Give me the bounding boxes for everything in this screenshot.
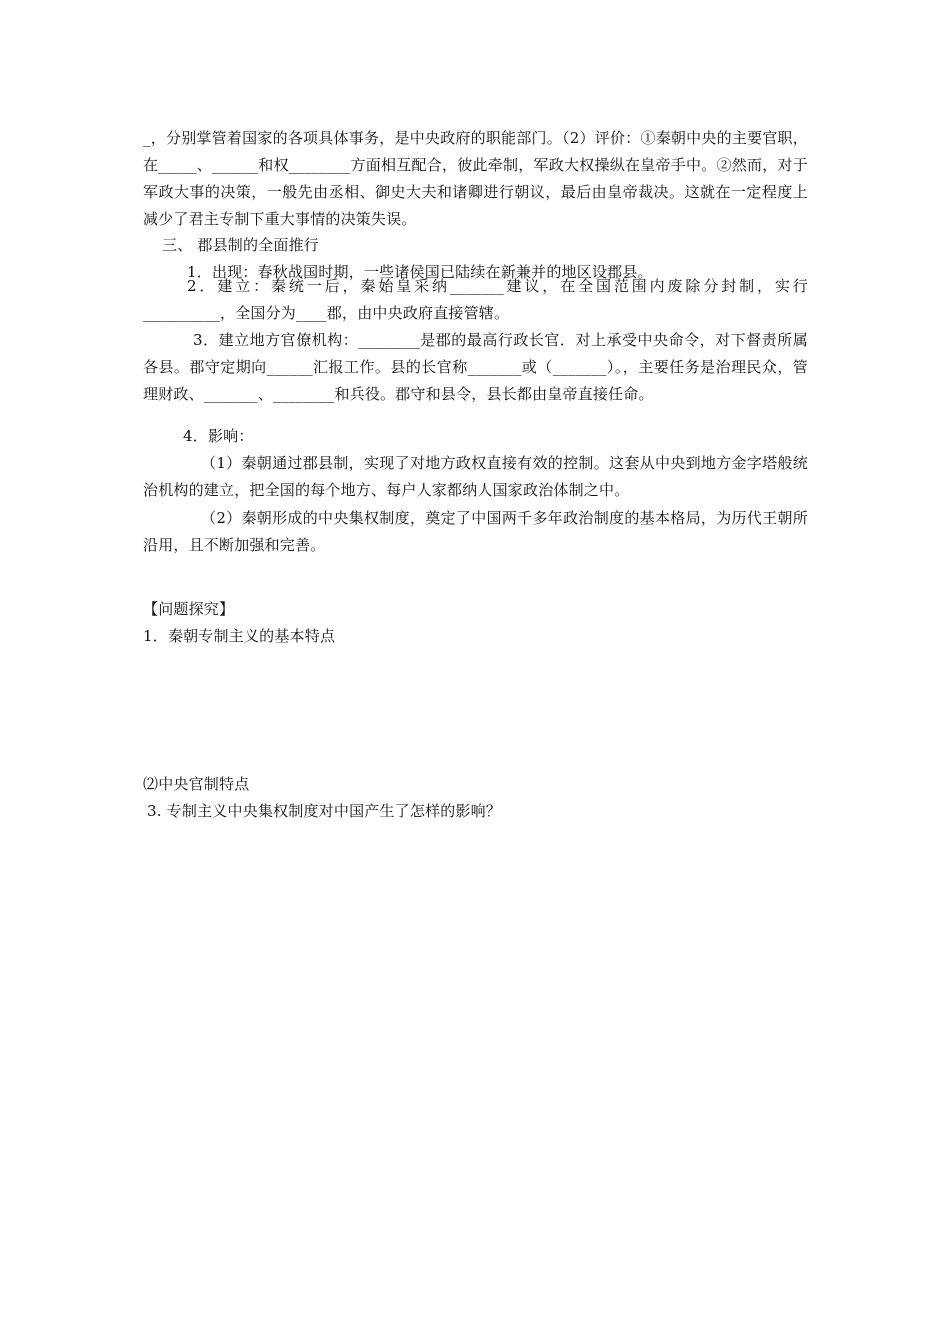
influence-paragraph-1: （1）秦朝通过郡县制，实现了对地方政权直接有效的控制。这套从中央到地方金字塔般统治机构的建立，把全国的每个地方、每户人家都纳人国家政治体制之中。 — [143, 454, 808, 499]
inquiry-heading: 【问题探究】 — [143, 600, 235, 618]
paragraph-central-officials: _，分别掌管着国家的各项具体事务，是中央政府的职能部门。（2）评价：①秦朝中央的主要官职，在_____、______和权________方面相互配合，彼此牵制，军政大权操纵在皇帝手中。②然而，对于军政大事的决策，一般先由丞相、御史大夫和诸卿进行朝议，最后由皇帝裁决。这就在一定程度上减少了君主专制下重大事情的决策失误。 — [143, 129, 808, 228]
question-3: 3. 专制主义中央集权制度对中国产生了怎样的影响？ — [147, 802, 502, 820]
section-title-commandery-system: 三、 郡县制的全面推行 — [162, 236, 319, 254]
influence-paragraph-2: （2）秦朝形成的中央集权制度，奠定了中国两千多年政治制度的基本格局，为历代王朝所沿用，且不断加强和完善。 — [143, 509, 808, 554]
item-local-bureaucracy: 3．建立地方官僚机构：________是郡的最高行政长官．对上承受中央命令，对下督责所属各县。郡守定期向______汇报工作。县的长官称_______或（_______）。，主要任务是治理民众，管理财政、_______、________和兵役。郡守和县令，县长都由皇帝直接任命。 — [143, 331, 808, 403]
question-1: 1．秦朝专制主义的基本特点 — [143, 627, 336, 645]
item-establishment: 2．建立：秦统一后，秦始皇采纳_______建议，在全国范围内废除分封制，实行__________，全国分为____郡，由中央政府直接管辖。 — [143, 277, 808, 322]
item-origin: 1．出现：春秋战国时期，一些诸侯国已陆续在新兼并的地区设郡县。 — [187, 263, 653, 281]
question-2: ⑵中央官制特点 — [143, 775, 250, 793]
item-influence: 4．影响： — [183, 427, 254, 445]
